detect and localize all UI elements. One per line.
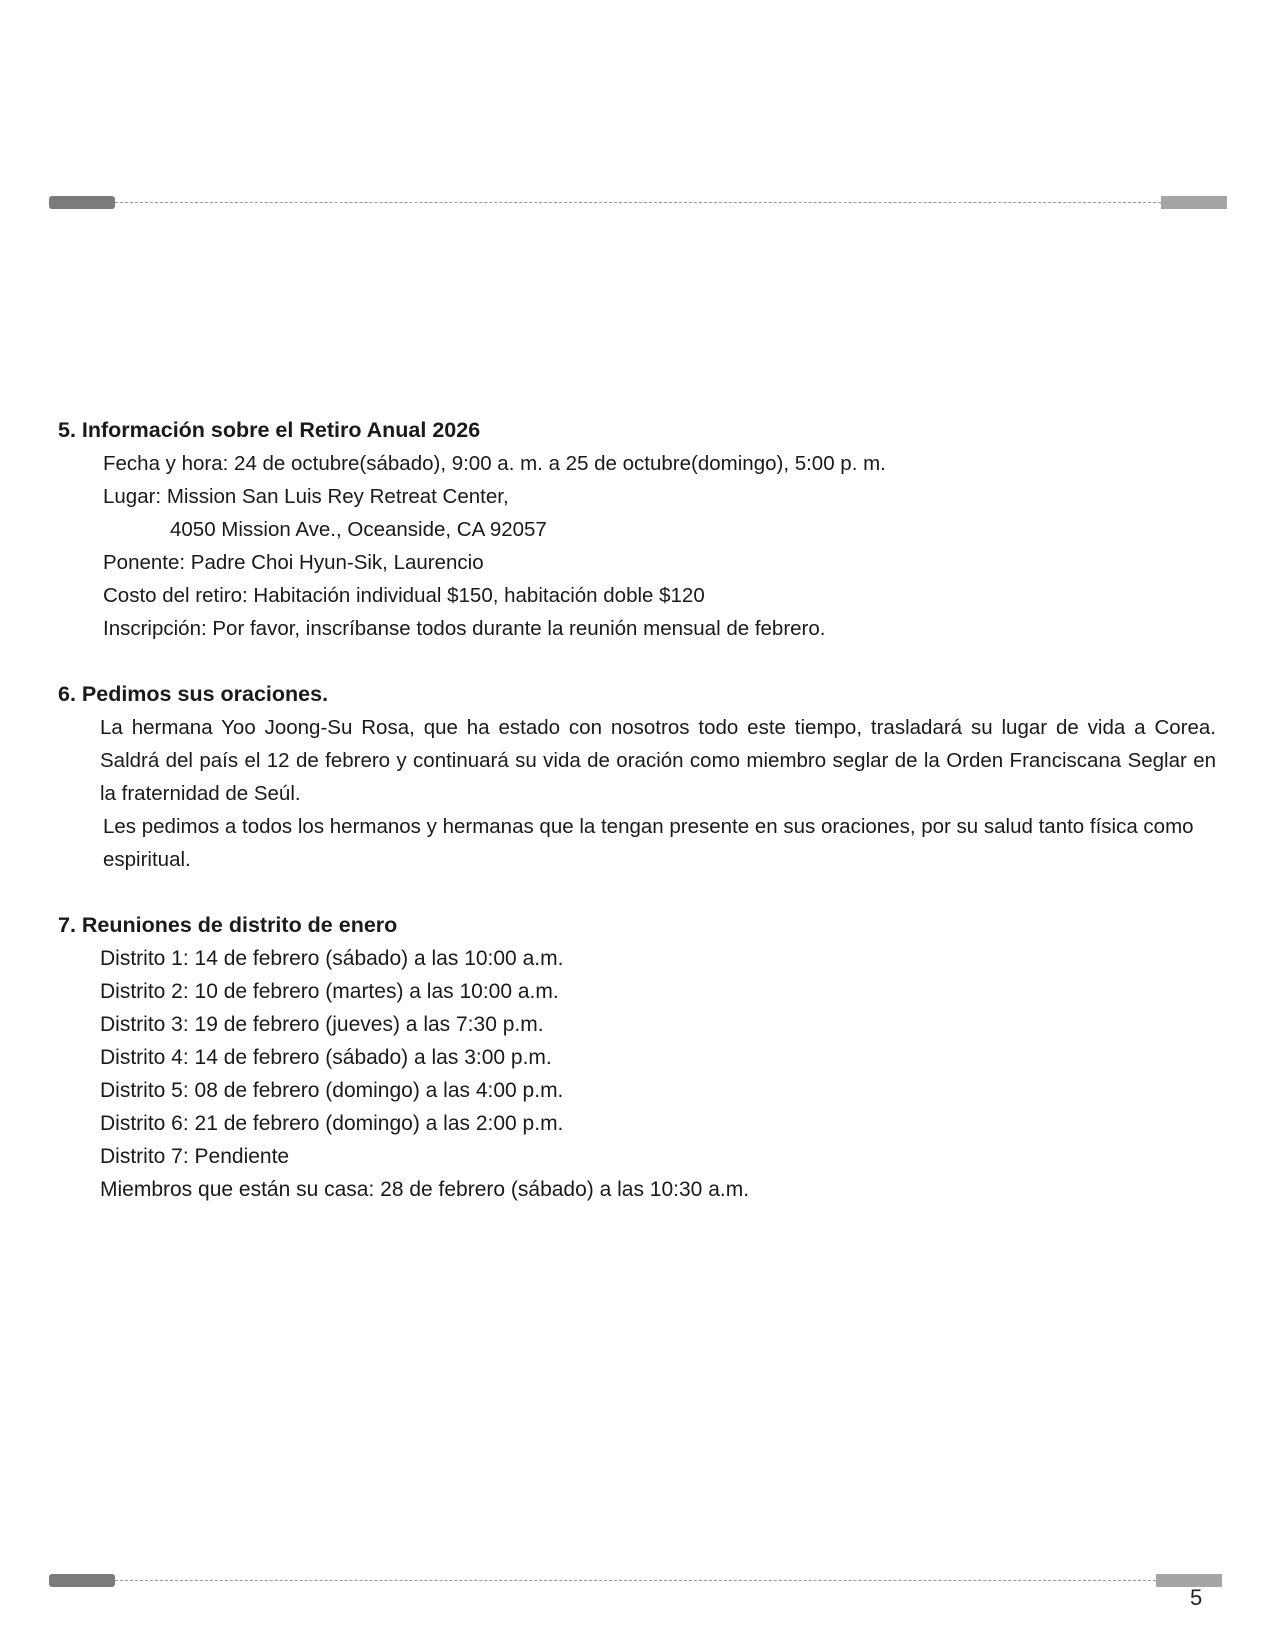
district-meeting-item: Distrito 1: 14 de febrero (sábado) a las 10:00 a.m. [100, 947, 564, 970]
retreat-speaker: Ponente: Padre Choi Hyun-Sik, Laurencio [103, 551, 484, 574]
prayers-request-paragraph: Les pedimos a todos los hermanos y hermanas que la tengan presente en sus oraciones, por su salud tanto física como espiritual. [103, 815, 1194, 871]
divider-cap-right [1156, 1574, 1222, 1587]
divider-cap-left [49, 196, 115, 209]
retreat-registration: Inscripción: Por favor, inscríbanse todos durante la reunión mensual de febrero. [103, 617, 826, 640]
divider-cap-left [49, 1574, 115, 1587]
retreat-location: Lugar: Mission San Luis Rey Retreat Center, [103, 485, 509, 508]
district-meeting-item: Distrito 5: 08 de febrero (domingo) a las 4:00 p.m. [100, 1079, 564, 1102]
district-meeting-item: Miembros que están su casa: 28 de febrero (sábado) a las 10:30 a.m. [100, 1178, 750, 1201]
district-meeting-item: Distrito 3: 19 de febrero (jueves) a las 7:30 p.m. [100, 1013, 544, 1036]
retreat-date-time: Fecha y hora: 24 de octubre(sábado), 9:00 a. m. a 25 de octubre(domingo), 5:00 p. m. [103, 452, 886, 475]
section-heading: 6. Pedimos sus oraciones. [58, 682, 329, 706]
divider-dashed-line [115, 1580, 1156, 1581]
section-prayers [58, 678, 1216, 876]
prayers-paragraph: La hermana Yoo Joong-Su Rosa, que ha estado con nosotros todo este tiempo, trasladará su lugar de vida a Corea. Saldrá del país el 12 de febrero y continuará su vida de oración como miembro seglar de la Orden Franciscana Seglar en la fraternidad de Seúl. [100, 716, 1216, 805]
section-district-meetings [58, 909, 1208, 1206]
retreat-cost: Costo del retiro: Habitación individual $150, habitación doble $120 [103, 584, 705, 607]
section-heading: 7. Reuniones de distrito de enero [58, 913, 398, 937]
district-meeting-item: Distrito 7: Pendiente [100, 1145, 290, 1168]
district-meeting-item: Distrito 2: 10 de febrero (martes) a las 10:00 a.m. [100, 980, 559, 1003]
page-number: 5 [1190, 1585, 1203, 1610]
district-meeting-item: Distrito 4: 14 de febrero (sábado) a las 3:00 p.m. [100, 1046, 552, 1069]
page-content [58, 414, 1216, 1206]
district-meeting-item: Distrito 6: 21 de febrero (domingo) a las 2:00 p.m. [100, 1112, 564, 1135]
header-divider [49, 196, 1227, 210]
divider-cap-right [1161, 196, 1227, 209]
retreat-address: 4050 Mission Ave., Oceanside, CA 92057 [170, 518, 547, 541]
section-heading: 5. Información sobre el Retiro Anual 2026 [58, 418, 481, 442]
section-retreat-info [58, 414, 1208, 645]
divider-dashed-line [115, 202, 1161, 203]
footer-divider [49, 1574, 1222, 1588]
